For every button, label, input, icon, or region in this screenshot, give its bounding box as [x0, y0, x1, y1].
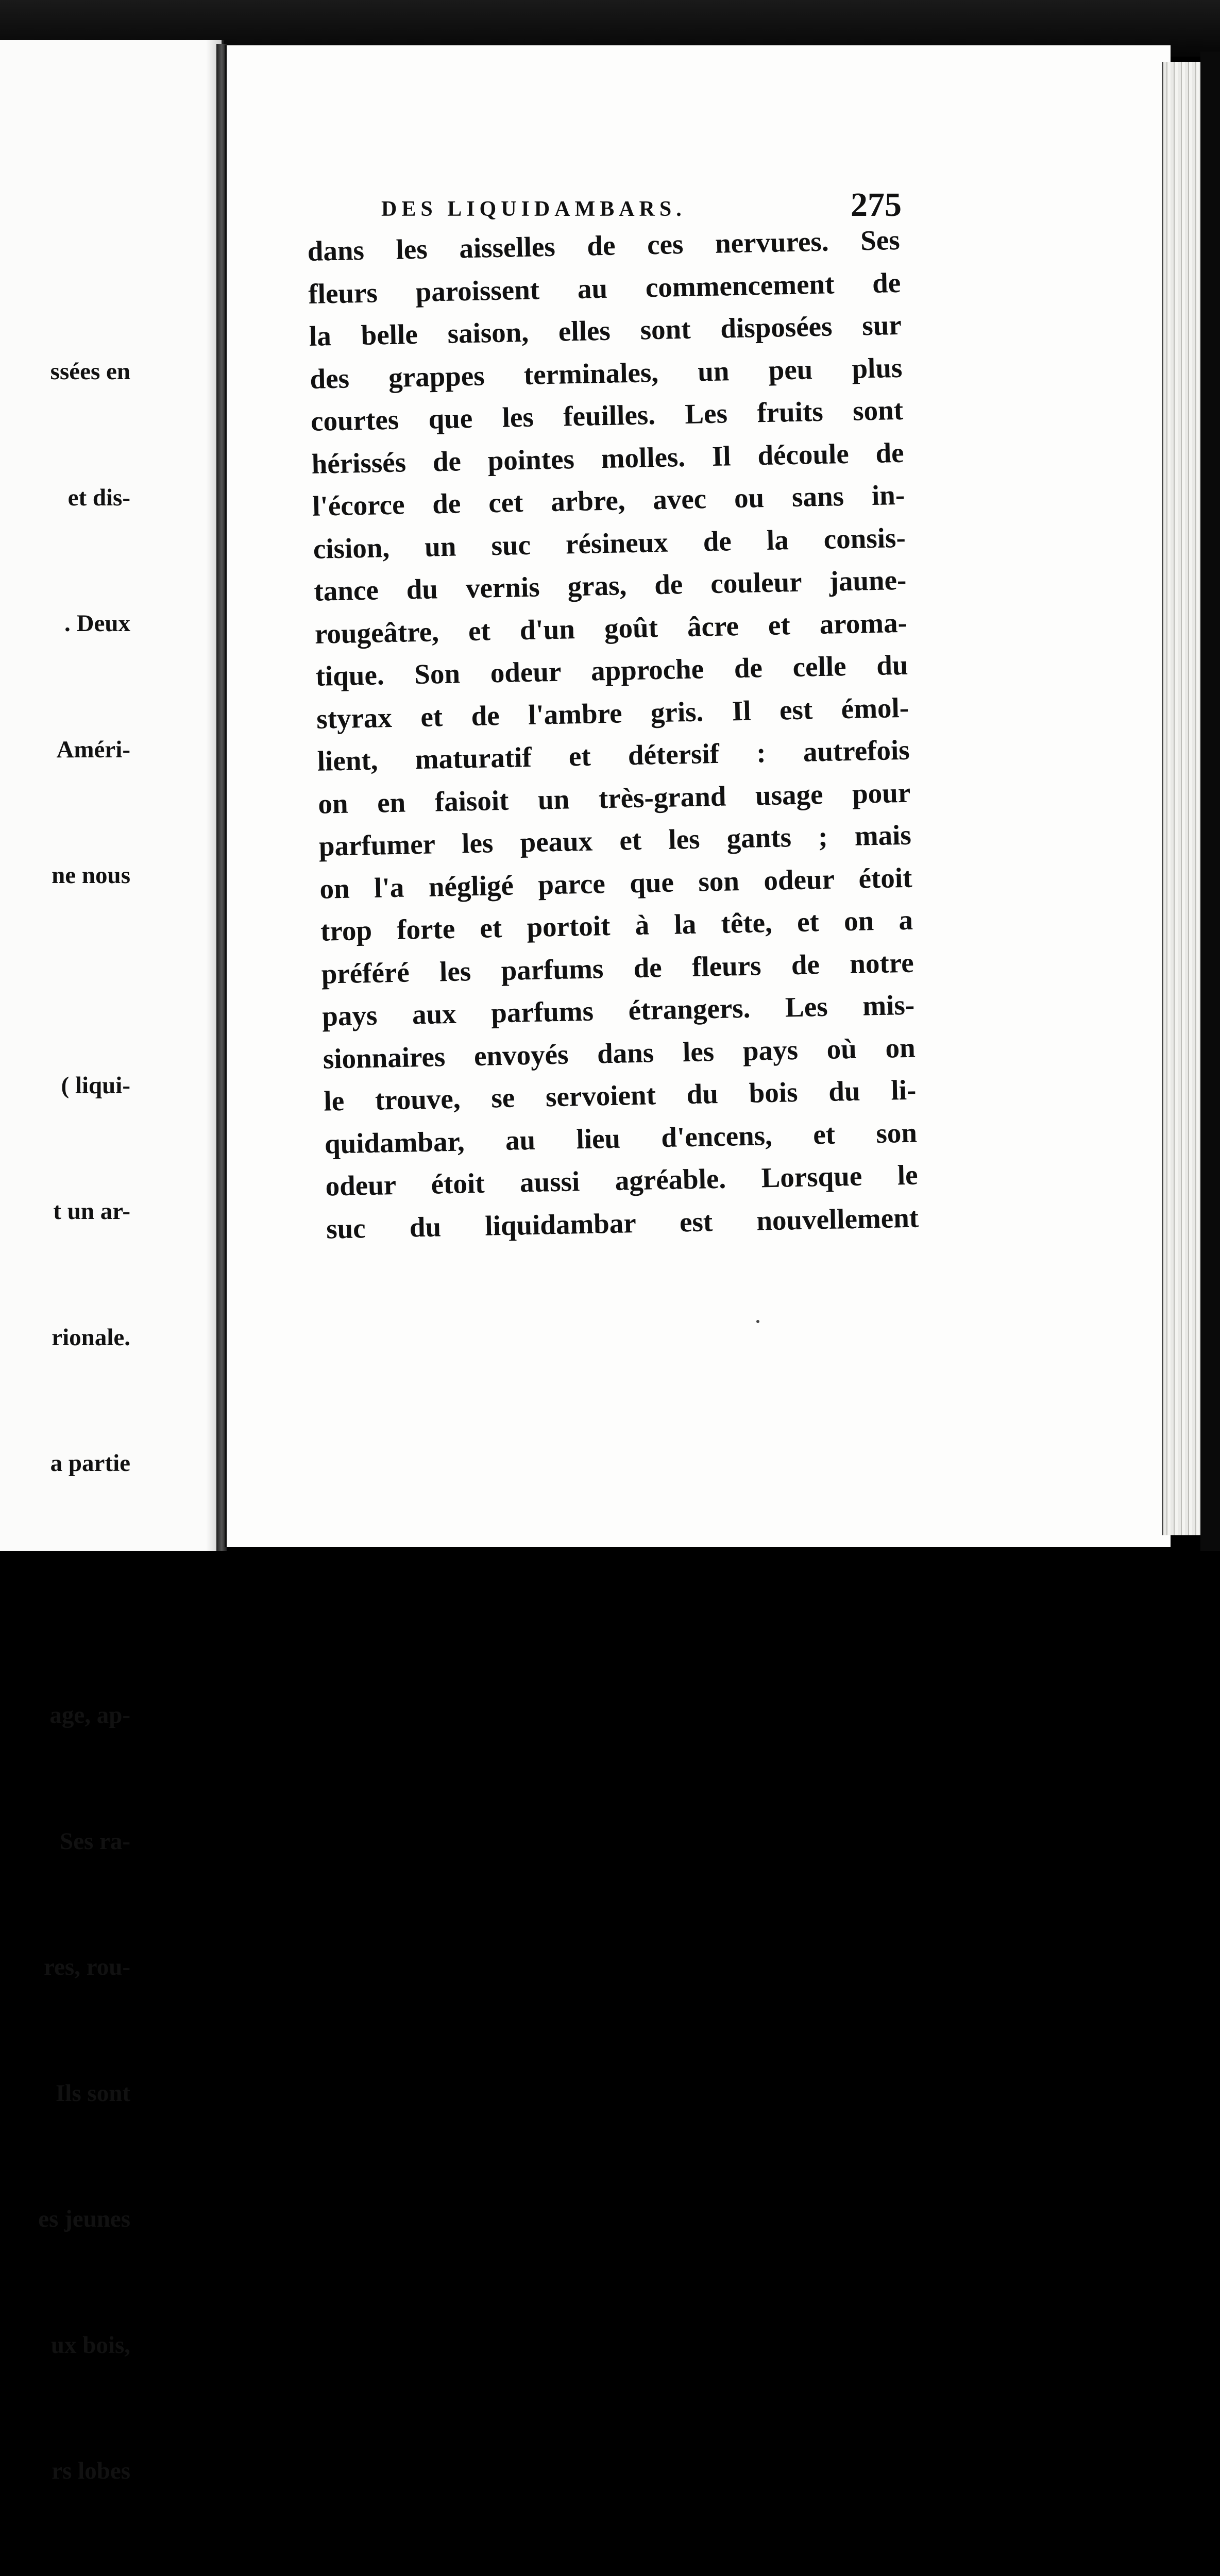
text-line: la belle saison, elles sont disposées sur	[309, 309, 902, 352]
running-header	[381, 185, 902, 225]
left-line: . Deux	[64, 610, 130, 637]
text-line: styrax et de l'ambre gris. Il est émol-	[316, 691, 909, 735]
text-line: on en faisoit un très-grand usage pour	[317, 776, 911, 820]
left-line: ux bois,	[50, 2331, 130, 2359]
text-line: on l'a négligé parce que son odeur étoit	[319, 861, 912, 905]
left-page-text	[0, 267, 219, 2576]
text-line: fleurs paroissent au commencement de	[308, 266, 901, 310]
text-line: odeur étoit aussi agréable. Lorsque le	[325, 1159, 918, 1202]
ink-speck	[756, 1320, 759, 1323]
text-line: parfumer les peaux et les gants ; mais	[318, 819, 912, 862]
left-line: es jeunes	[38, 2206, 130, 2232]
text-line: rougeâtre, et d'un goût âcre et aroma-	[314, 606, 908, 650]
text-line: cision, un suc résineux de la consis-	[313, 521, 906, 565]
page-number: 275	[851, 186, 902, 224]
text-line: préféré les parfums de fleurs de notre	[321, 946, 914, 990]
left-line: ( liqui-	[61, 1072, 130, 1099]
left-line: ne nous	[52, 862, 130, 889]
body-text	[307, 219, 919, 1250]
text-line: tance du vernis gras, de couleur jaune-	[313, 564, 907, 607]
left-line: rionale.	[52, 1324, 130, 1351]
running-title: DES LIQUIDAMBARS.	[381, 197, 686, 221]
scan-bottom-border	[0, 1551, 1220, 1620]
left-line: age, ap-	[49, 1702, 130, 1728]
text-line: l'écorce de cet arbre, avec ou sans in-	[312, 479, 905, 522]
left-line: Améri-	[56, 736, 130, 763]
left-line: Ils sont	[56, 2079, 130, 2107]
text-line: des grappes terminales, un peu plus	[309, 351, 903, 395]
left-line: t un ar-	[53, 1198, 130, 1225]
left-line: ssées en	[50, 358, 130, 385]
text-line: pays aux parfums étrangers. Les mis-	[321, 989, 915, 1032]
text-line: courtes que les feuilles. Les fruits sont	[310, 394, 904, 437]
text-line: suc du liquidambar est nouvellement	[326, 1201, 919, 1245]
left-line: et dis-	[67, 484, 130, 511]
text-line: trop forte et portoit à la tête, et on a	[320, 904, 913, 947]
page-edges	[1162, 62, 1205, 1535]
text-line: quidambar, au lieu d'encens, et son	[324, 1116, 918, 1160]
left-line: res, rou-	[44, 1954, 130, 1980]
left-line: Ses ra-	[59, 1827, 130, 1855]
left-line: a partie	[50, 1450, 130, 1477]
left-line: rs lobes	[52, 2458, 130, 2484]
scan-right-border	[1200, 52, 1220, 1571]
text-line: le trouve, se servoient du bois du li-	[323, 1074, 917, 1117]
text-line: sionnaires envoyés dans les pays où on	[323, 1031, 916, 1075]
text-line: hérissés de pointes molles. Il découle de	[311, 436, 905, 480]
text-line: lient, maturatif et détersif : autrefois	[317, 734, 910, 777]
left-page	[0, 40, 224, 2484]
text-line: dans les aisselles de ces nervures. Ses	[307, 224, 901, 267]
text-line: tique. Son odeur approche de celle du	[315, 649, 908, 692]
